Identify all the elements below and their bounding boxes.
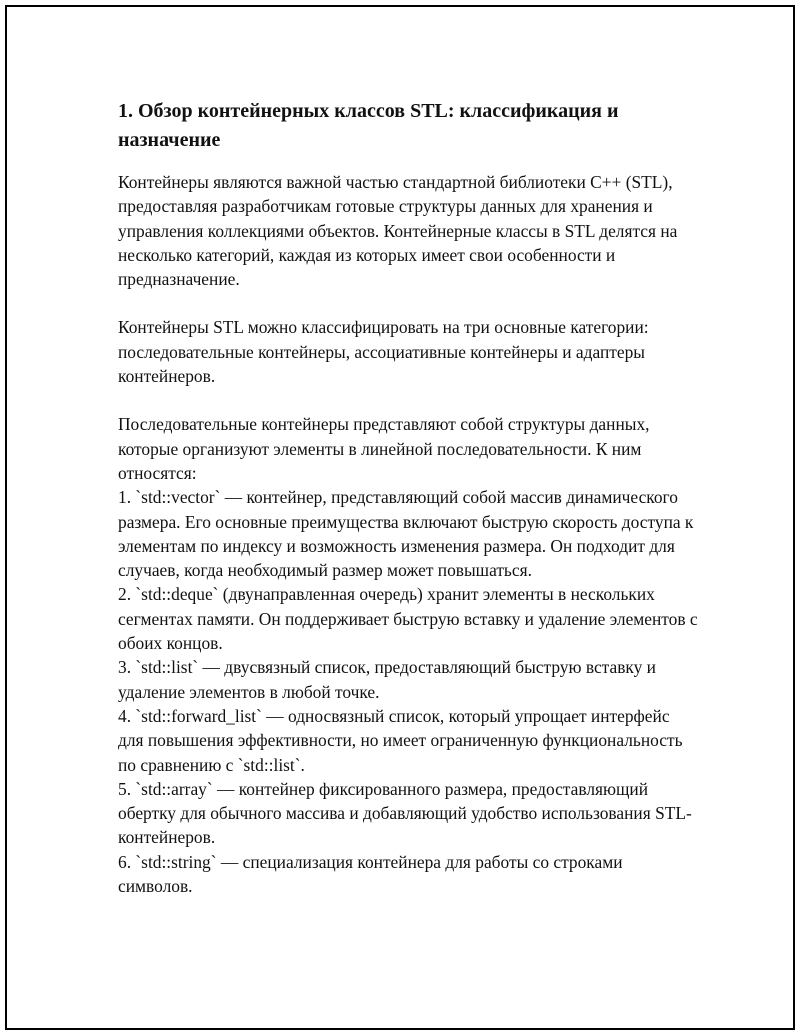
list-item-array: 5. `std::array` — контейнер фиксированного размера, предоставляющий обертку для обычного массива и добавляющий удобство использования STL-контейнеров. [118,778,692,848]
paragraph-gap [118,388,698,412]
document-content [118,97,698,898]
paragraph-intro: Контейнеры являются важной частью стандартной библиотеки C++ (STL), предоставляя разработчикам готовые структуры данных для хранения и управления коллекциями объектов. Контейнерные классы в STL делятся на несколько категорий, каждая из которых имеет свои особенности и предназначение. [118,172,678,290]
list-item-deque: 2. `std::deque` (двунаправленная очередь) хранит элементы в нескольких сегментах памяти. Он поддерживает быструю вставку и удаление элементов с обоих концов. [118,584,698,654]
list-item-list: 3. `std::list` — двусвязный список, предоставляющий быструю вставку и удаление элементов в любой точке. [118,657,656,702]
paragraph-sequence-containers: Последовательные контейнеры представляют собой структуры данных, которые организуют элементы в линейной последовательности. К ним относятся: [118,414,650,483]
document-title: 1. Обзор контейнерных классов STL: классификация и назначение [118,100,619,151]
document-page [5,5,795,1030]
list-item-vector: 1. `std::vector` — контейнер, представляющий собой массив динамического размера. Его основные преимущества включают быструю скорость доступа к элементам по индексу и возможность изменения размера. Он подходит для случаев, когда необходимый размер может повышаться. [118,487,694,581]
paragraph-categories: Контейнеры STL можно классифицировать на три основные категории: последовательные контейнеры, ассоциативные контейнеры и адаптеры контейнеров. [118,317,649,387]
list-item-string: 6. `std::string` — специализация контейнера для работы со строками символов. [118,851,623,897]
list-item-forward-list: 4. `std::forward_list` — односвязный список, который упрощает интерфейс для повышения эффективности, но имеет ограниченную функциональность по сравнению с `std::list`. [118,705,683,775]
paragraph-gap [118,291,698,315]
